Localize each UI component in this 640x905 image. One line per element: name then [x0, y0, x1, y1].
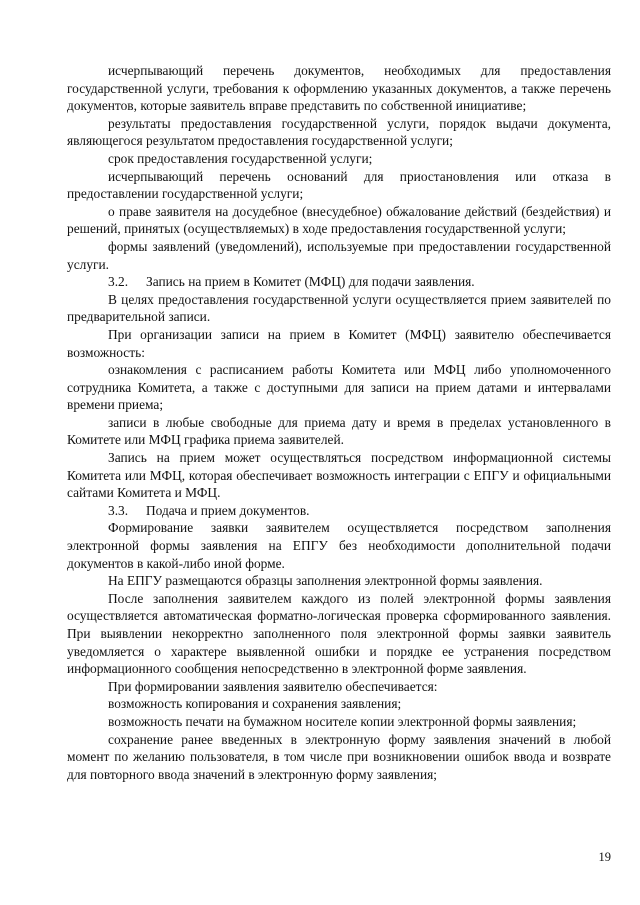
paragraph: На ЕПГУ размещаются образцы заполнения электронной формы заявления. [108, 573, 543, 589]
paragraph: исчерпывающий перечень документов, необходимых для предоставления государственной услуги, требования к оформлению указанных документов, а также перечень документов, которые заявитель вправе представить по собственной инициативе; [67, 63, 611, 114]
paragraph: В целях предоставления государственной услуги осуществляется прием заявителей по предварительной записи. [67, 291, 611, 325]
paragraph: о праве заявителя на досудебное (внесудебное) обжалование действий (бездействия) и решений, принятых (осуществляемых) в ходе предоставления государственной услуги; [67, 203, 611, 237]
paragraph: результаты предоставления государственной услуги, порядок выдачи документа, являющегося результатом предоставления государственной услуги; [67, 115, 611, 149]
section-number: 3.3. [108, 502, 129, 518]
section-heading-3-2 [67, 273, 611, 291]
paragraph: сохранение ранее введенных в электронную форму заявления значений в любой момент по желанию пользователя, в том числе при возникновении ошибок ввода и возврате для повторного ввода значений в электронную форму заявления; [67, 731, 611, 782]
paragraph: Запись на прием может осуществляться посредством информационной системы Комитета или МФЦ, которая обеспечивает возможность интеграции с ЕПГУ и официальными сайтами Комитета и МФЦ. [67, 450, 611, 501]
paragraph: ознакомления с расписанием работы Комитета или МФЦ либо уполномоченного сотрудника Комитета, а также с доступными для записи на прием датами и интервалами времени приема; [67, 362, 611, 413]
section-heading-3-3 [67, 502, 611, 520]
section-number: 3.2. [108, 274, 129, 290]
paragraph: Формирование заявки заявителем осуществляется посредством заполнения электронной формы заявления на ЕПГУ без необходимости дополнительной подачи документов в какой-либо иной форме. [67, 520, 611, 571]
paragraph: При формировании заявления заявителю обеспечивается: [108, 678, 438, 694]
page-number: 19 [598, 850, 611, 864]
paragraph: записи в любые свободные для приема дату и время в пределах установленного в Комитете или МФЦ графика приема заявителей. [67, 414, 611, 448]
section-title: Запись на прием в Комитет (МФЦ) для подачи заявления. [146, 274, 475, 290]
paragraph: формы заявлений (уведомлений), используемые при предоставлении государственной услуги. [67, 238, 611, 272]
paragraph: При организации записи на прием в Комитет (МФЦ) заявителю обеспечивается возможность: [67, 326, 611, 360]
paragraph: возможность копирования и сохранения заявления; [108, 696, 402, 712]
paragraph: срок предоставления государственной услуги; [108, 150, 373, 166]
paragraph: После заполнения заявителем каждого из полей электронной формы заявления осуществляется автоматическая форматно-логическая проверка сформированного заявления. При выявлении некорректно заполненного поля электронной формы заявки заявитель уведомляется о характере выявленной ошибки и порядке ее устранения посредством информационного сообщения непосредственно в электронной форме заявления. [67, 590, 611, 677]
paragraph: возможность печати на бумажном носителе копии электронной формы заявления; [108, 713, 577, 729]
paragraph: исчерпывающий перечень оснований для приостановления или отказа в предоставлении государственной услуги; [67, 168, 611, 202]
section-title: Подача и прием документов. [146, 502, 310, 518]
